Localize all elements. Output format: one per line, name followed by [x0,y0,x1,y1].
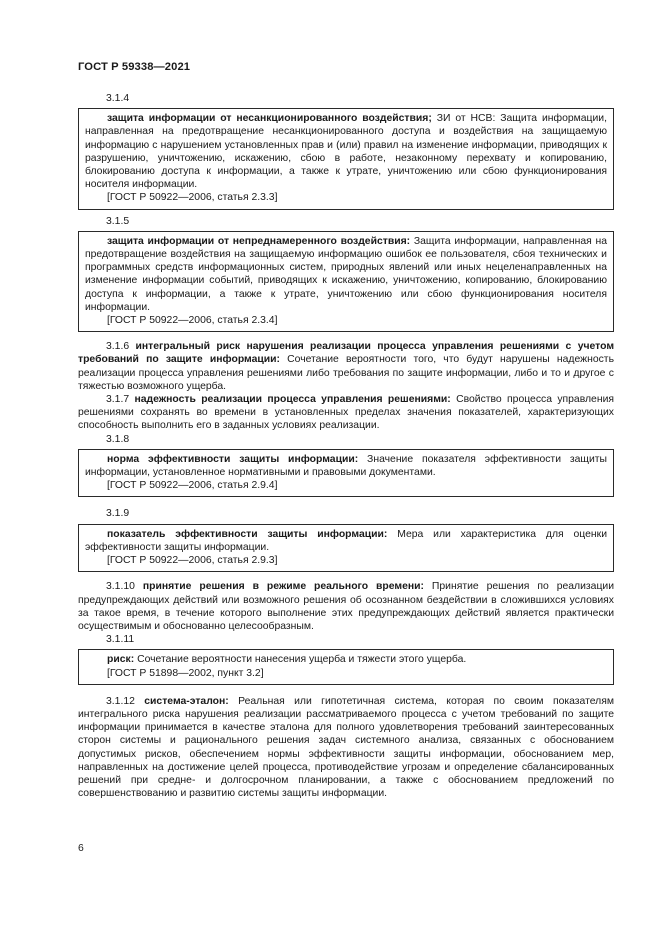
definition: Мера или характеристика для оценки эффективности защиты информации. [85,528,607,553]
entry-number: 3.1.4 [106,93,130,104]
definition-text [85,453,607,479]
term: защита информации от несанкционированного воздействия; [107,113,432,125]
definition-text [85,528,607,554]
source-reference: [ГОСТ Р 51898—2002, пункт 3.2] [107,667,264,679]
term: показатель эффективности защиты информации: [107,528,388,540]
definition: Сочетание вероятности нанесения ущерба и тяжести этого ущерба. [134,654,467,666]
source-reference: [ГОСТ Р 50922—2006, статья 2.3.4] [107,315,278,327]
term: принятие решения в режиме реального времени: [142,581,424,593]
document-header: ГОСТ Р 59338—2021 [78,61,191,73]
definition: Принятие решения по реализации предупреждающих действий или возможного решения об осознанном бездействии в сложившихся условиях за такое время, в течение которого выполнение этих предупреждающих действий является практически осуществимым и обоснованно целесообразным. [78,581,615,632]
definition-paragraph [78,340,614,393]
definition-box [78,649,614,684]
source-reference: [ГОСТ Р 50922—2006, статья 2.3.3] [107,192,278,204]
entry-number: 3.1.8 [106,433,130,445]
definition: Реальная или гипотетичная система, которая по своим показателям интегрального риска нарушения реализации рассматриваемого процесса с учетом требований по защите информации принимается в качестве эталона для полного удовлетворения требований заинтересованных сторон системы и рационального решения задач системного анализа, связанных с обоснованием допустимых рисков, обеспечением нормы эффективности защиты информации, обоснованием мер, направленных на достижение целей процесса, противодействие угрозам и определение сбалансированных решений при средне- и долгосрочном планировании, а также с обоснованием предложений по совершенствованию и развитию системы защиты информации. [78,695,615,800]
definition-text [85,112,607,191]
definition: Свойство процесса управления решениями сохранять во времени в установленных пределах значения показателей, характеризующих способность выполнить его в заданных условиях реализации. [78,394,615,432]
term: система-эталон: [144,695,229,707]
definition: Значение показателя эффективности защиты информации, установленное нормативными и правовыми документами. [85,453,607,479]
term: интегральный риск нарушения реализации процесса управления решениями с учетом требований по защите информации: [78,341,615,366]
term: защита информации от непреднамеренного воздействия: [107,235,411,247]
definition-text [85,235,607,314]
page-content [78,92,614,800]
entry-number: 3.1.7 [106,394,130,406]
entry-number: 3.1.12 [106,695,135,707]
term: норма эффективности защиты информации: [107,453,359,465]
page-number: 6 [78,843,84,854]
definition-paragraph [78,695,614,801]
definition-paragraph [78,580,614,633]
definition: ЗИ от НСВ: Защита информации, направленная на предотвращение несанкционированного доступа и воздействия на защищаемую информацию с нарушением установленных прав и (или) правил на изменение информации, приводящих к разрушению, уничтожению, искажению, сбою в работе, незаконному перехвату и копированию, блокированию доступа к информации, а также к утрате, уничтожению или сбою функционирования носителя информации. [85,113,607,191]
definition-text [85,653,607,666]
definition-box [78,524,614,573]
source-reference: [ГОСТ Р 50922—2006, статья 2.9.4] [107,480,278,492]
term: надежность реализации процесса управления решениями: [134,394,451,406]
entry-number: 3.1.6 [106,341,130,353]
entry-number: 3.1.11 [106,634,135,646]
definition-paragraph [78,393,614,433]
definition-box [78,108,614,209]
definition-box [78,449,614,498]
definition: Сочетание вероятности того, что будут нарушены надежность реализации процесса управления решениями либо требования по защите информации, либо и то и другое с тяжестью возможного ущерба. [78,354,614,392]
entry-number: 3.1.9 [106,508,130,520]
definition-box [78,231,614,332]
term: риск: [107,654,135,666]
definition: Защита информации, направленная на предотвращение воздействия на защищаемую информацию ошибок ее пользователя, сбоя технических и программных средств информационных систем, природных явлений или иных нецеленаправленных на изменение информации событий, приводящих к искажению, уничтожению, копированию, блокированию доступа к информации, а также к утрате, уничтожению или сбою функционирования носителя информации. [85,235,607,313]
entry-number: 3.1.5 [106,215,130,227]
entry-number: 3.1.10 [106,581,135,593]
source-reference: [ГОСТ Р 50922—2006, статья 2.9.3] [107,555,278,567]
